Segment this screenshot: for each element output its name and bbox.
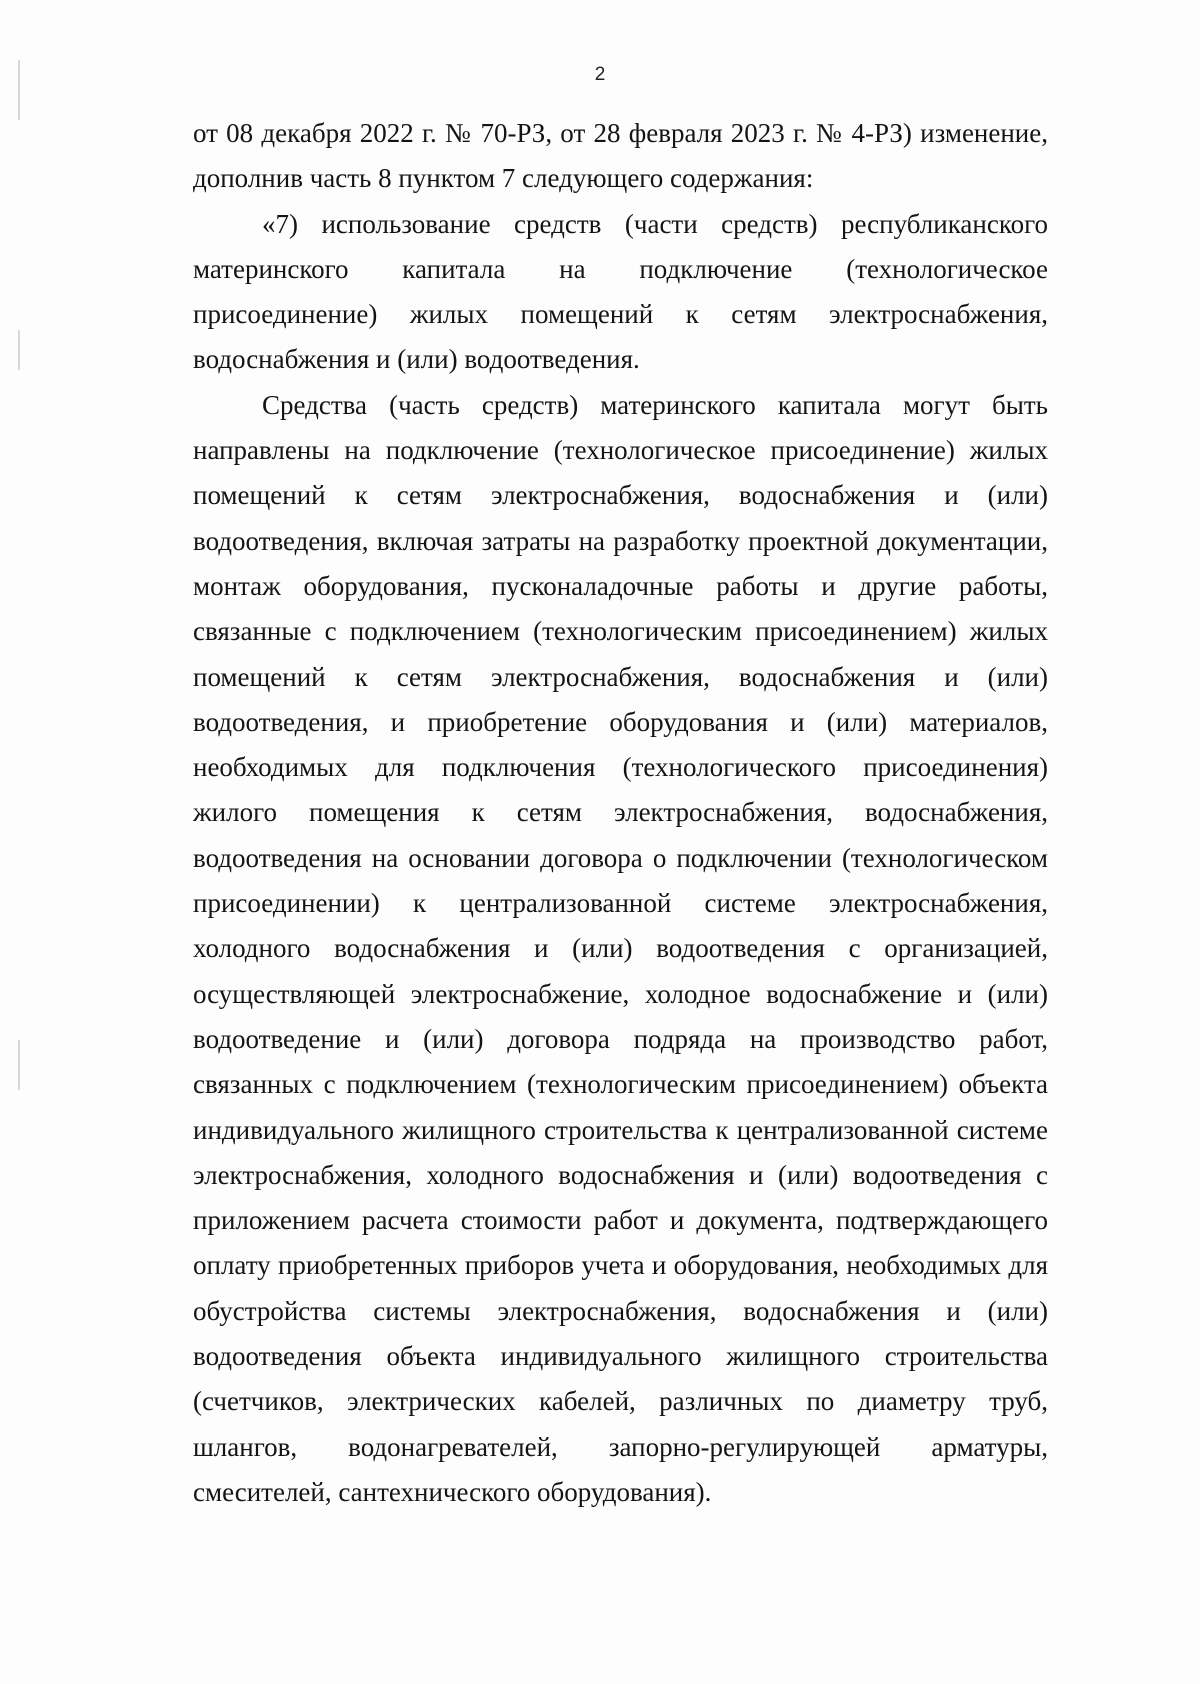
scan-margin-mark [18, 330, 20, 370]
page-number: 2 [594, 64, 606, 85]
paragraph-continuation: от 08 декабря 2022 г. № 70-РЗ, от 28 февраля 2023 г. № 4-РЗ) изменение, дополнив часть 8 пунктом 7 следующего содержания: [193, 118, 1048, 194]
document-body [193, 111, 1048, 1515]
paragraph-funds-usage: Средства (часть средств) материнского капитала могут быть направлены на подключение (технологическое присоединение) жилых помещений к сетям электроснабжения, водоснабжения и (или) водоотведения, включая затраты на разработку проектной документации, монтаж оборудования, пусконаладочные работы и другие работы, связанные с подключением (технологическим присоединением) жилых помещений к сетям электроснабжения, водоснабжения и (или) водоотведения, и приобретение оборудования и (или) материалов, необходимых для подключения (технологического присоединения) жилого помещения к сетям электроснабжения, водоснабжения, водоотведения на основании договора о подключении (технологическом присоединении) к централизованной системе электроснабжения, холодного водоснабжения и (или) водоотведения с организацией, осуществляющей электроснабжение, холодное водоснабжение и (или) водоотведение и (или) договора подряда на производство работ, связанных с подключением (технологическим присоединением) объекта индивидуального жилищного строительства к централизованной системе электроснабжения, холодного водоснабжения и (или) водоотведения с приложением расчета стоимости работ и документа, подтверждающего оплату приобретенных приборов учета и оборудования, необходимых для обустройства системы электроснабжения, водоснабжения и (или) водоотведения объекта индивидуального жилищного строительства (счетчиков, электрических кабелей, различных по диаметру труб, шлангов, водонагревателей, запорно-регулирующей арматуры, смесителей, сантехнического оборудования). [193, 389, 1048, 1507]
scan-margin-mark [18, 1040, 20, 1090]
paragraph-item-7: «7) использование средств (части средств) республиканского материнского капитала на подключение (технологическое присоединение) жилых помещений к сетям электроснабжения, водоснабжения и (или) водоотведения. [193, 208, 1048, 375]
